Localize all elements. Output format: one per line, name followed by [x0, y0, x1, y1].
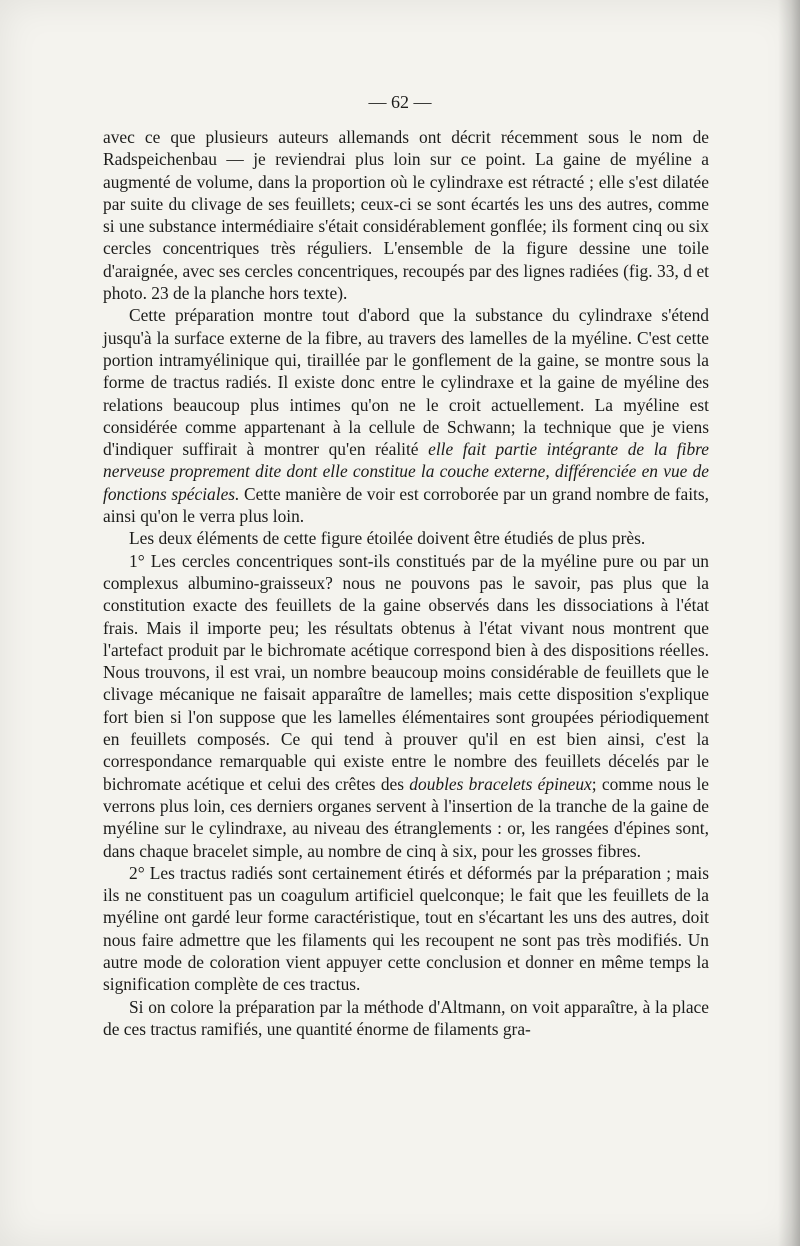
- paragraph-text: avec ce que plusieurs auteurs allemands ont décrit récemment sous le nom de Radspeichenbau — je reviendrai plus loin sur ce point. La gaine de myéline a augmenté de volume, dans la proportion où le cylindraxe est rétracté ; elle s'est dilatée par suite du clivage de ses feuillets; ceux-ci se sont écartés les uns des autres, comme si une substance intermédiaire s'était considérablement gonflée; ils forment cinq ou six cercles concentriques très réguliers. L'ensemble de la figure dessine une toile d'araignée, avec ses cercles concentriques, recoupés par des lignes radiées (fig. 33, d et photo. 23 de la planche hors texte).: [103, 127, 709, 304]
- paragraph-text: Cette manière de voir est corroborée par un grand nombre de faits, ainsi qu'on le verra plus loin.: [103, 483, 709, 527]
- italic-emphasis: elle fait partie intégrante de la fibre nerveuse proprement dite dont elle constitue la couche externe, différenciée en vue de fonctions spéciales.: [103, 439, 709, 504]
- paragraph-text: 2° Les tractus radiés sont certainement étirés et déformés par la préparation ; mais ils ne constituent pas un coagulum artificiel quelconque; le fait que les feuillets de la myéline ont gardé leur forme caractéristique, tout en s'écartant les uns des autres, doit nous faire admettre que les filaments qui les recoupent ne sont pas très modifiés. Un autre mode de coloration vient appuyer cette conclusion et donner en même temps la signification complète de ces tractus.: [103, 862, 709, 995]
- paragraph-5: [103, 862, 709, 996]
- paragraph-4: [103, 550, 709, 862]
- paragraph-text: Cette préparation montre tout d'abord que la substance du cylindraxe s'étend jusqu'à la surface externe de la fibre, au travers des lamelles de la myéline. C'est cette portion intramyélinique qui, tiraillée par le gonflement de la gaine, se montre sous la forme de tractus radiés. Il existe donc entre le cylindraxe et la gaine de myéline des relations beaucoup plus intimes qu'on ne le croit actuellement. La myéline est considérée comme appartenant à la cellule de Schwann; la technique que je viens d'indiquer suffirait à montrer qu'en réalité: [103, 305, 709, 460]
- page-number: — 62 —: [368, 92, 432, 112]
- body-text: [103, 126, 709, 1040]
- paragraph-text: Les deux éléments de cette figure étoilée doivent être étudiés de plus près.: [129, 528, 646, 549]
- paragraph-text: 1° Les cercles concentriques sont-ils constitués par de la myéline pure ou par un complexus albumino-graisseux? nous ne pouvons pas le savoir, pas plus que la constitution exacte des feuillets de la gaine observés dans les dissociations à l'état frais. Mais il importe peu; les résultats obtenus à l'état vivant nous montrent que l'artefact produit par le bichromate acétique correspond bien à des dispositions réelles. Nous trouvons, il est vrai, un nombre beaucoup moins considérable de feuillets que le clivage mécanique ne faisait apparaître de lamelles; mais cette disposition s'explique fort bien si l'on suppose que les lamelles élémentaires sont groupées périodiquement en feuillets composés. Ce qui tend à prouver qu'il en est bien ainsi, c'est la correspondance remarquable qui existe entre le nombre des feuillets décelés par le bichromate acétique et celui des crêtes des: [103, 550, 709, 794]
- paragraph-2: [103, 304, 709, 527]
- paragraph-6: [103, 996, 709, 1041]
- paragraph-text: ; comme nous le verrons plus loin, ces derniers organes servent à l'insertion de la tranche de la gaine de myéline sur le cylindraxe, au niveau des étranglements : or, les rangées d'épines sont, dans chaque bracelet simple, au nombre de cinq à six, pour les grosses fibres.: [103, 773, 709, 861]
- italic-emphasis: doubles bracelets épineux: [409, 773, 592, 794]
- paragraph-3: [103, 527, 709, 549]
- paragraph-text: Si on colore la préparation par la méthode d'Altmann, on voit apparaître, à la place de ces tractus ramifiés, une quantité énorme de filaments gra-: [103, 996, 709, 1039]
- page-spine-shadow: [778, 0, 800, 1246]
- paragraph-1: [103, 126, 709, 304]
